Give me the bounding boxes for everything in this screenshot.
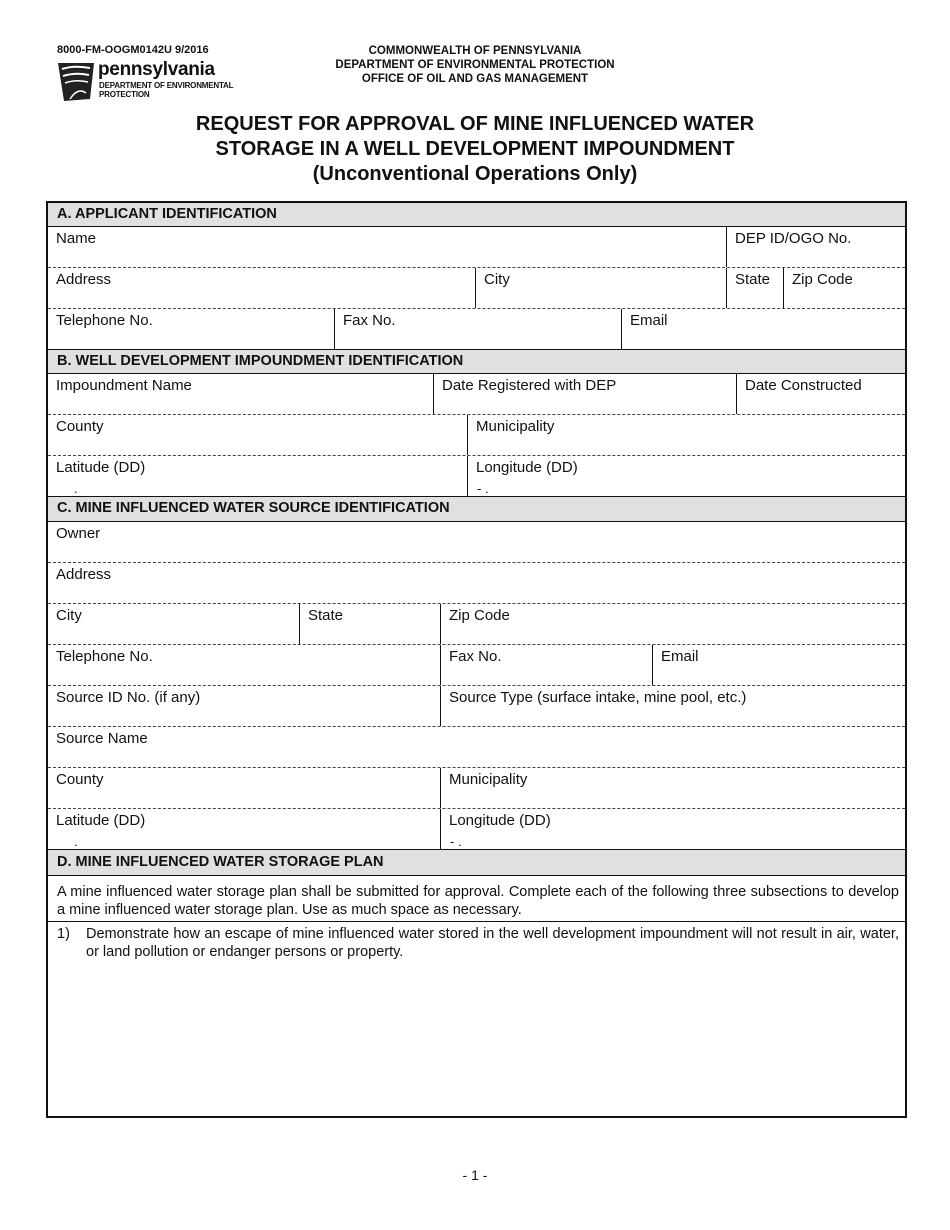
section-b-header: B. WELL DEVELOPMENT IMPOUNDMENT IDENTIFICATION (48, 350, 905, 374)
source-coordinates-row (48, 809, 905, 850)
storage-plan-intro: A mine influenced water storage plan shall be submitted for approval. Complete each of the following three subsections to develop a mine influenced water storage plan. Use as much space as necessary. (57, 884, 899, 918)
impoundment-row (48, 374, 905, 415)
item1-text: Demonstrate how an escape of mine influenced water stored in the well development impoundment will not result in air, water, or land pollution or endanger persons or property. (86, 926, 899, 960)
source-owner-row (48, 522, 905, 563)
source-longitude-field[interactable] (440, 809, 905, 849)
applicant-address-field[interactable] (48, 268, 475, 308)
label: Telephone No. (56, 312, 153, 329)
logo-wordmark: pennsylvania (98, 59, 215, 80)
label: Telephone No. (56, 648, 153, 665)
date-constructed-field[interactable] (736, 374, 905, 414)
applicant-contact-row (48, 309, 905, 350)
storage-plan-intro-row (48, 876, 905, 922)
label: County (56, 771, 104, 788)
label: Municipality (449, 771, 528, 788)
form-title (0, 112, 950, 187)
applicant-address-row (48, 268, 905, 309)
label: State (735, 271, 771, 288)
agency-line1: COMMONWEALTH OF PENNSYLVANIA (368, 45, 582, 57)
label: City (56, 607, 82, 624)
agency-line3: OFFICE OF OIL AND GAS MANAGEMENT (361, 73, 589, 85)
source-id-field[interactable] (48, 686, 440, 726)
label: Source Name (56, 730, 148, 747)
label: Address (56, 566, 112, 583)
label: State (308, 607, 344, 624)
page-number: - 1 - (462, 1167, 488, 1183)
applicant-state-field[interactable] (726, 268, 783, 308)
applicant-fax-field[interactable] (334, 309, 621, 349)
impoundment-county-field[interactable] (48, 415, 467, 455)
applicant-city-field[interactable] (475, 268, 726, 308)
section-d-header: D. MINE INFLUENCED WATER STORAGE PLAN (48, 850, 905, 876)
latitude-mark: . (74, 834, 78, 849)
impoundment-longitude-field[interactable] (467, 456, 905, 496)
label: DEP ID/OGO No. (735, 230, 852, 247)
label: Longitude (DD) (449, 812, 551, 829)
source-owner-field[interactable] (48, 522, 905, 562)
logo-subtitle-line2: PROTECTION (99, 90, 150, 99)
source-zip-field[interactable] (440, 604, 905, 644)
logo-subtitle (99, 81, 233, 99)
application-form (46, 201, 907, 1118)
label: Email (630, 312, 668, 329)
source-city-row (48, 604, 905, 645)
label: Date Registered with DEP (442, 377, 617, 394)
date-registered-field[interactable] (433, 374, 736, 414)
source-latitude-field[interactable] (48, 809, 440, 849)
source-county-field[interactable] (48, 768, 440, 808)
applicant-email-field[interactable] (621, 309, 905, 349)
label: Address (56, 271, 112, 288)
label: Name (56, 230, 97, 247)
storage-plan-item1[interactable] (48, 922, 905, 1116)
form-code: 8000-FM-OOGM0142U 9/2016 (57, 44, 209, 56)
label: Municipality (476, 418, 555, 435)
item1-number: 1) (57, 926, 70, 942)
agency-block (300, 44, 650, 86)
impoundment-location-row (48, 415, 905, 456)
source-state-field[interactable] (299, 604, 440, 644)
longitude-mark: - . (450, 834, 462, 849)
label: Zip Code (449, 607, 510, 624)
title-line3: (Unconventional Operations Only) (312, 163, 638, 185)
impoundment-name-field[interactable] (48, 374, 433, 414)
pa-dep-logo (56, 59, 256, 105)
longitude-mark: - . (477, 481, 489, 496)
latitude-mark: . (74, 481, 78, 496)
label: Email (661, 648, 699, 665)
impoundment-coordinates-row (48, 456, 905, 497)
source-fax-field[interactable] (440, 645, 652, 685)
applicant-telephone-field[interactable] (48, 309, 334, 349)
agency-line2: DEPARTMENT OF ENVIRONMENTAL PROTECTION (335, 59, 615, 71)
applicant-name-row (48, 227, 905, 268)
keystone-icon (56, 59, 96, 103)
label: Zip Code (792, 271, 853, 288)
logo-subtitle-line1: DEPARTMENT OF ENVIRONMENTAL (99, 81, 234, 90)
label: Source ID No. (if any) (56, 689, 201, 706)
section-a-header: A. APPLICANT IDENTIFICATION (48, 203, 905, 227)
label: City (484, 271, 510, 288)
applicant-name-field[interactable] (48, 227, 726, 267)
impoundment-municipality-field[interactable] (467, 415, 905, 455)
impoundment-latitude-field[interactable] (48, 456, 467, 496)
label: Fax No. (449, 648, 502, 665)
label: Latitude (DD) (56, 812, 146, 829)
label: Source Type (surface intake, mine pool, etc.) (449, 689, 747, 706)
source-address-field[interactable] (48, 563, 905, 603)
source-name-row (48, 727, 905, 768)
applicant-zip-field[interactable] (783, 268, 905, 308)
source-contact-row (48, 645, 905, 686)
source-location-row (48, 768, 905, 809)
source-id-row (48, 686, 905, 727)
section-c-header: C. MINE INFLUENCED WATER SOURCE IDENTIFICATION (48, 497, 905, 522)
label: Latitude (DD) (56, 459, 146, 476)
source-municipality-field[interactable] (440, 768, 905, 808)
label: Fax No. (343, 312, 396, 329)
source-email-field[interactable] (652, 645, 905, 685)
title-line1: REQUEST FOR APPROVAL OF MINE INFLUENCED WATER (195, 113, 755, 135)
source-name-field[interactable] (48, 727, 905, 767)
label: Impoundment Name (56, 377, 192, 394)
label: Longitude (DD) (476, 459, 578, 476)
source-telephone-field[interactable] (48, 645, 440, 685)
label: Owner (56, 525, 101, 542)
source-type-field[interactable] (440, 686, 905, 726)
label: County (56, 418, 104, 435)
source-address-row (48, 563, 905, 604)
dep-id-field[interactable] (726, 227, 905, 267)
label: Date Constructed (745, 377, 862, 394)
source-city-field[interactable] (48, 604, 299, 644)
title-line2: STORAGE IN A WELL DEVELOPMENT IMPOUNDMENT (215, 138, 735, 160)
